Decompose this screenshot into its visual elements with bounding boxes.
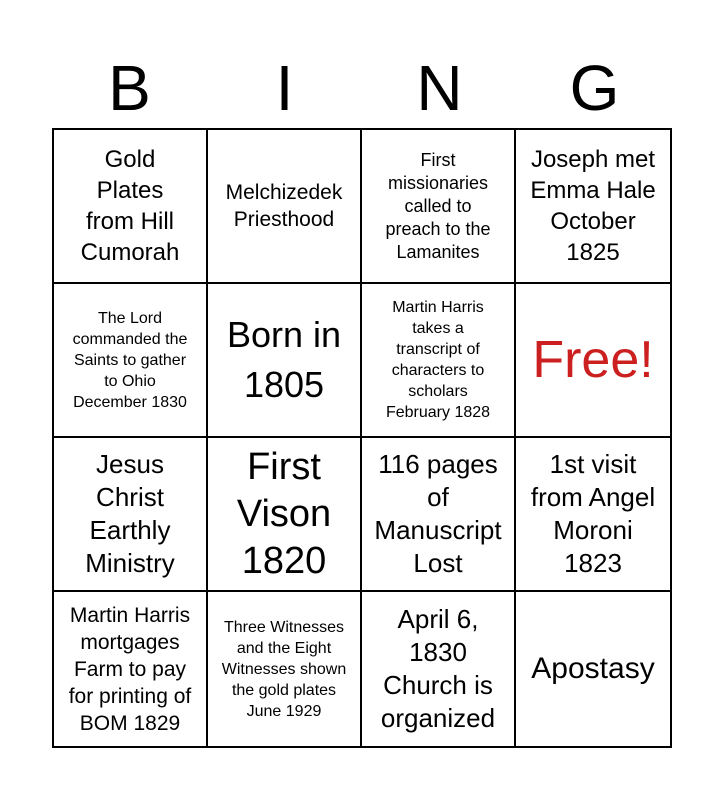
bingo-cell-7[interactable]	[362, 284, 516, 438]
bingo-cell-15[interactable]	[362, 592, 516, 746]
bingo-cell-13[interactable]	[54, 592, 208, 746]
bingo-cell-2[interactable]	[208, 130, 362, 284]
cell-text: 1st visit from Angel Moroni 1823	[530, 449, 656, 578]
bingo-cell-1[interactable]	[54, 130, 208, 284]
cell-text: First missionaries called to preach to the Lamanites	[385, 149, 491, 262]
bingo-cell-12[interactable]	[516, 438, 670, 592]
bingo-cell-4[interactable]	[516, 130, 670, 284]
cell-text: Gold Plates from Hill Cumorah	[80, 146, 180, 266]
cell-text: The Lord commanded the Saints to gather to Ohio December 1830	[72, 309, 188, 411]
bingo-cell-10[interactable]	[208, 438, 362, 592]
bingo-cell-9[interactable]	[54, 438, 208, 592]
bingo-cell-14[interactable]	[208, 592, 362, 746]
cell-text: Melchizedek Priesthood	[225, 181, 343, 231]
cell-text: Apostasy	[531, 652, 655, 685]
header-letter-g: G	[569, 52, 620, 124]
cell-text: Three Witnesses and the Eight Witnesses shown the gold plates June 1929	[221, 618, 347, 720]
cell-text: 116 pages of Manuscript Lost	[374, 449, 502, 578]
header-letter-i: I	[275, 52, 294, 124]
free-space[interactable]	[516, 284, 670, 438]
bingo-header	[52, 48, 672, 128]
bingo-cell-5[interactable]	[54, 284, 208, 438]
header-letter-n: N	[416, 52, 463, 124]
bingo-cell-3[interactable]	[362, 130, 516, 284]
bingo-cell-16[interactable]	[516, 592, 670, 746]
header-letter-b: B	[108, 52, 151, 124]
free-space-label: Free!	[532, 331, 654, 389]
cell-text: Joseph met Emma Hale October 1825	[530, 146, 656, 266]
bingo-cell-11[interactable]	[362, 438, 516, 592]
cell-text: Martin Harris mortgages Farm to pay for printing of BOM 1829	[68, 603, 192, 735]
cell-text: Martin Harris takes a transcript of characters to scholars February 1828	[385, 299, 491, 421]
cell-text: Born in 1805	[226, 314, 342, 405]
cell-text: First Vison 1820	[236, 445, 332, 582]
cell-text: April 6, 1830 Church is organized	[380, 604, 496, 733]
bingo-card	[52, 128, 672, 748]
bingo-cell-6[interactable]	[208, 284, 362, 438]
cell-text: Jesus Christ Earthly Ministry	[85, 449, 175, 578]
